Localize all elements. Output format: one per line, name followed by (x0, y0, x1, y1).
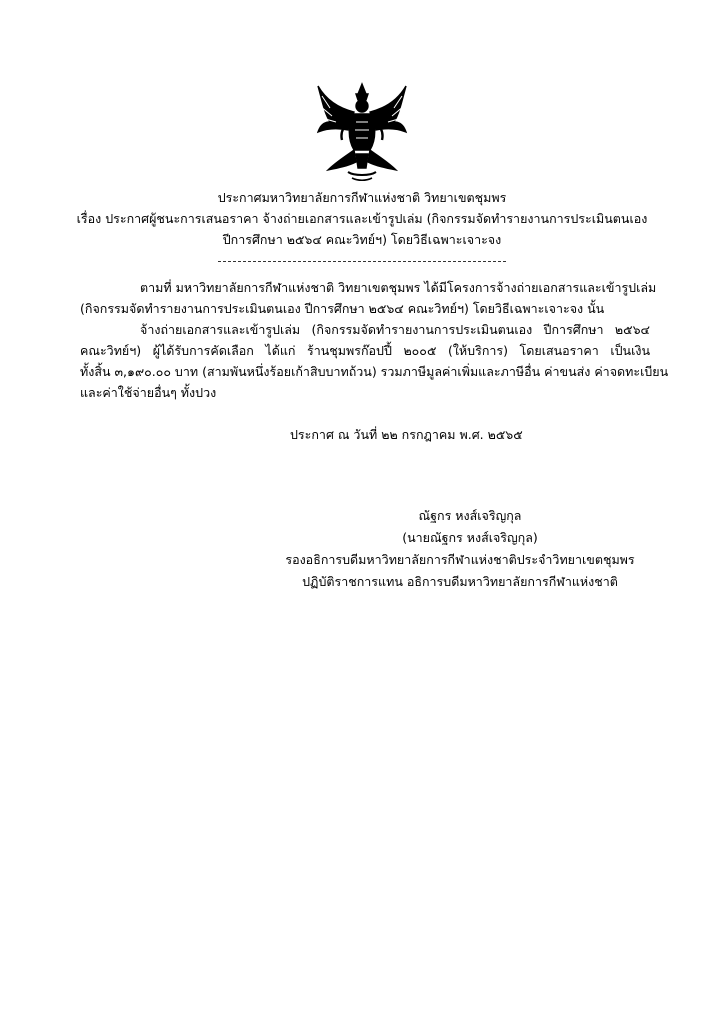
garuda-emblem-icon (308, 78, 416, 186)
signer-name-full: (นายณัฐกร หงส์เจริญกุล) (402, 530, 538, 545)
para2-line1: จ้างถ่ายเอกสารและเข้ารูปเล่ม (กิจกรรมจัดทำรายงานการประเมินตนเอง ปีการศึกษา ๒๕๖๔ (140, 322, 650, 337)
subject-line-1: เรื่อง ประกาศผู้ชนะการเสนอราคา จ้างถ่ายเอกสารและเข้ารูปเล่ม (กิจกรรมจัดทำรายงานการประเมินตนเอง (76, 211, 648, 226)
para2-line4: และค่าใช้จ่ายอื่นๆ ทั้งปวง (80, 385, 217, 400)
para1-line1: ตามที่ มหาวิทยาลัยการกีฬาแห่งชาติ วิทยาเขตชุมพร ได้มีโครงการจ้างถ่ายเอกสารและเข้ารูปเล่ม (140, 280, 657, 295)
para1-line2: (กิจกรรมจัดทำรายงานการประเมินตนเอง ปีการศึกษา ๒๕๖๔ คณะวิทย์ฯ) โดยวิธีเฉพาะเจาะจง นั้น (80, 301, 605, 316)
document-title: ประกาศมหาวิทยาลัยการกีฬาแห่งชาติ วิทยาเขตชุมพร (217, 190, 507, 205)
para2-line2: คณะวิทย์ฯ) ผู้ได้รับการคัดเลือก ได้แก่ ร้านชุมพรก๊อปปี้ ๒๐๐๕ (ให้บริการ) โดยเสนอราคา เป็นเงิน (80, 343, 650, 358)
signer-position-1: รองอธิการบดีมหาวิทยาลัยการกีฬาแห่งชาติประจำวิทยาเขตชุมพร (285, 552, 635, 567)
announce-date: ประกาศ ณ วันที่ ๒๒ กรกฎาคม พ.ศ. ๒๕๖๕ (290, 427, 523, 442)
divider (218, 261, 506, 262)
signer-name: ณัฐกร หงส์เจริญกุล (418, 508, 522, 523)
subject-line-2: ปีการศึกษา ๒๕๖๔ คณะวิทย์ฯ) โดยวิธีเฉพาะเจาะจง (222, 232, 502, 247)
signer-position-2: ปฏิบัติราชการแทน อธิการบดีมหาวิทยาลัยการกีฬาแห่งชาติ (302, 574, 618, 589)
para2-line3: ทั้งสิ้น ๓,๑๙๐.๐๐ บาท (สามพันหนึ่งร้อยเก้าสิบบาทถ้วน) รวมภาษีมูลค่าเพิ่มและภาษีอื่น ค่าขนส่ง ค่าจดทะเบียน (80, 364, 669, 379)
